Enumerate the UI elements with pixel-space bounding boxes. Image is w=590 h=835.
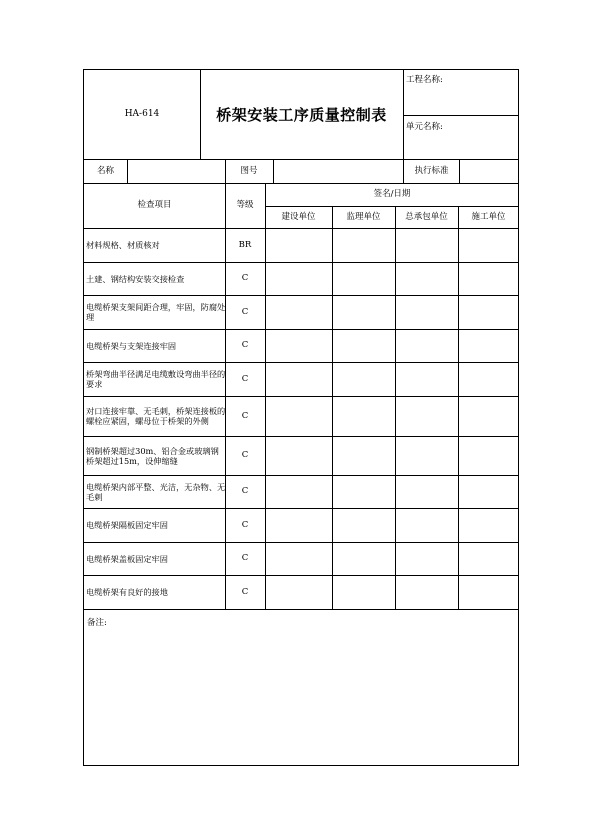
check-item-6: 钢制桥架超过30m、铝合金或玻璃钢桥架超过15m，设伸缩缝 — [86, 445, 219, 466]
check-item-3: 电缆桥架与支架连接牢固 — [86, 340, 177, 351]
grade-10: C — [241, 586, 249, 597]
divider — [395, 206, 396, 609]
grade-3: C — [241, 340, 249, 350]
grade-6: C — [241, 450, 249, 460]
divider — [404, 115, 519, 116]
standard-label: 执行标准 — [414, 165, 449, 176]
divider — [265, 183, 266, 609]
check-item-8: 电缆桥架隔板固定牢固 — [86, 520, 168, 530]
name-label: 名称 — [96, 165, 114, 176]
divider — [84, 542, 519, 543]
standard-field[interactable] — [459, 159, 519, 183]
grade-8: C — [241, 519, 249, 530]
divider — [332, 206, 333, 609]
divider — [459, 159, 460, 183]
sign-unit-owner: 建设单位 — [281, 211, 316, 222]
grade-1: C — [241, 273, 249, 283]
remarks-field[interactable] — [84, 609, 519, 766]
divider — [84, 609, 519, 610]
divider — [84, 396, 519, 397]
divider — [84, 228, 519, 229]
drawing-number-label: 图号 — [240, 165, 258, 176]
divider — [84, 362, 519, 363]
remarks-label: 备注: — [87, 618, 107, 628]
grade-2: C — [241, 306, 249, 317]
unit-name-field[interactable] — [404, 115, 519, 159]
name-field[interactable] — [127, 159, 225, 183]
check-item-header: 检查项目 — [137, 200, 172, 210]
check-item-10: 电缆桥架有良好的接地 — [86, 587, 168, 597]
divider — [273, 159, 274, 183]
sign-unit-general-contractor: 总承包单位 — [405, 211, 448, 222]
check-item-2: 电缆桥架支架间距合理，牢固，防腐处理 — [86, 302, 226, 322]
grade-7: C — [241, 486, 249, 496]
sign-unit-supervisor: 监理单位 — [346, 211, 381, 222]
sign-date-header: 签名/日期 — [373, 189, 411, 199]
divider — [225, 183, 226, 609]
divider — [84, 436, 519, 437]
grade-4: C — [241, 373, 249, 384]
check-item-1: 土建、钢结构安装交接检查 — [86, 273, 185, 284]
check-item-7: 电缆桥架内部平整、光洁，无杂物、无毛刺 — [86, 481, 226, 502]
divider — [127, 159, 128, 183]
grade-9: C — [241, 553, 249, 563]
divider — [84, 475, 519, 476]
divider — [84, 262, 519, 263]
divider — [265, 206, 519, 207]
form-title: 桥架安装工序质量控制表 — [216, 106, 387, 124]
divider — [84, 159, 519, 160]
grade-header: 等级 — [236, 200, 254, 210]
divider — [84, 575, 519, 576]
divider — [200, 70, 201, 159]
sign-unit-constructor: 施工单位 — [471, 211, 506, 222]
grade-0: BR — [238, 239, 252, 250]
project-name-field[interactable] — [404, 70, 519, 115]
quality-control-form — [83, 69, 519, 766]
check-item-9: 电缆桥架盖板固定牢固 — [86, 553, 168, 564]
divider — [84, 508, 519, 509]
check-item-0: 材料规格、材质核对 — [86, 240, 160, 250]
divider — [225, 159, 226, 183]
divider — [84, 295, 519, 296]
divider — [84, 329, 519, 330]
grade-5: C — [241, 410, 249, 421]
drawing-number-field[interactable] — [273, 159, 403, 183]
divider — [458, 206, 459, 609]
divider — [403, 70, 404, 183]
unit-name-label: 单元名称: — [406, 122, 443, 132]
check-item-4: 桥架弯曲半径满足电缆敷设弯曲半径的要求 — [86, 369, 226, 389]
project-name-label: 工程名称: — [406, 75, 443, 85]
divider — [84, 183, 519, 184]
form-code: HA-614 — [124, 109, 160, 119]
check-item-5: 对口连接牢靠、无毛刺，桥架连接板的螺栓应紧固，螺母位于桥架的外侧 — [86, 406, 226, 426]
